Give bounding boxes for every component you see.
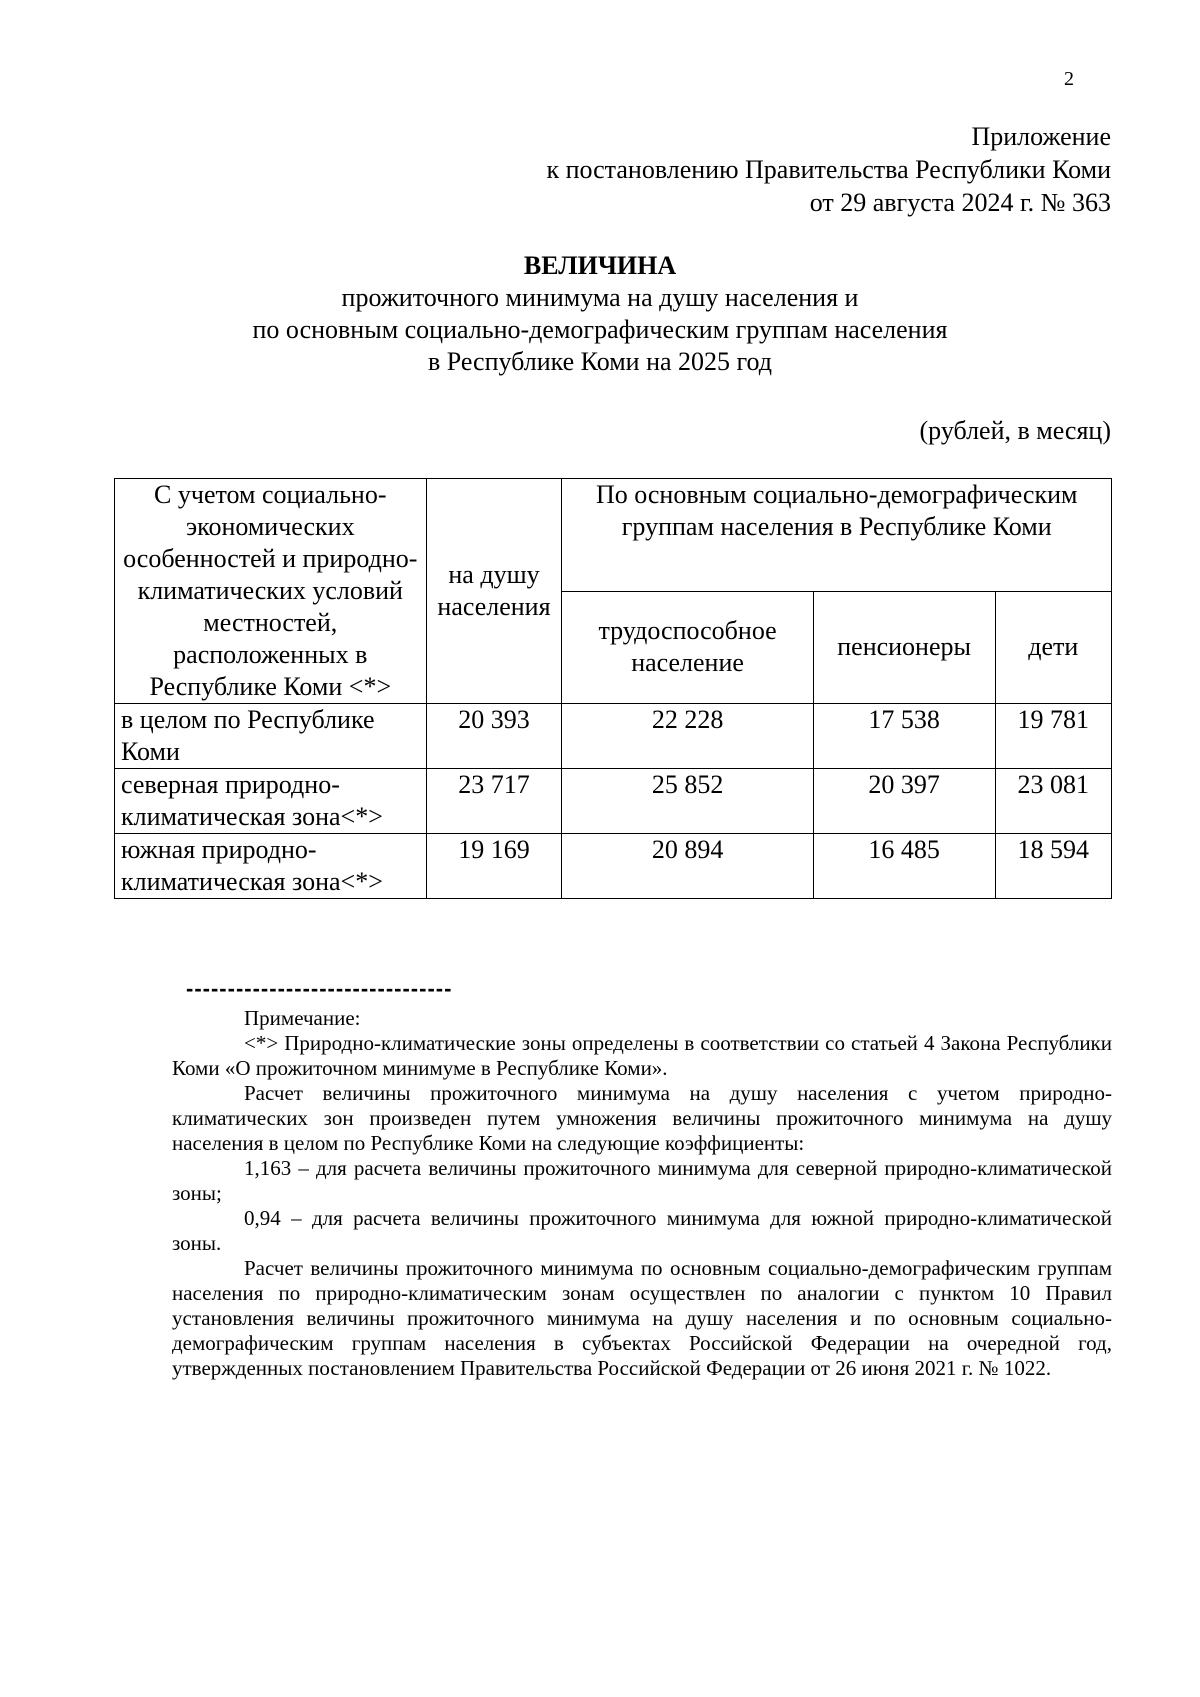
table-row [115, 769, 1112, 834]
note-paragraph: Расчет величины прожиточного минимума на душу населения с учетом природно-климатических зон произведен путем умножения величины прожиточного минимума на душу населения в целом по Республике Коми на следующие коэффициенты: [172, 1081, 1112, 1155]
note-paragraph: 0,94 – для расчета величины прожиточного минимума для южной природно-климатической зоны. [172, 1206, 1112, 1255]
notes-section [172, 1006, 1112, 1381]
note-paragraph: 1,163 – для расчета величины прожиточного минимума для северной природно-климатической зоны; [172, 1156, 1112, 1205]
cell-pensioners: 16 485 [813, 834, 995, 899]
notes-heading: Примечание: [244, 1006, 361, 1030]
row-label: северная природно-климатическая зона<*> [115, 769, 427, 834]
cell-working-age: 20 894 [562, 834, 813, 899]
cell-per-capita: 23 717 [426, 769, 562, 834]
header-working-age: трудоспособное население [562, 591, 813, 704]
subtitle-line-2: по основным социально-демографическим группам населения [252, 315, 948, 344]
cell-working-age: 22 228 [562, 704, 813, 769]
document-title-block [0, 250, 1200, 378]
header-per-capita: на душу населения [426, 479, 562, 704]
footnote-separator: -------------------------------- [186, 976, 453, 1001]
note-paragraph: <*> Природно-климатические зоны определены в соответствии со статьей 4 Закона Республики Коми «О прожиточном минимуме в Республике Коми». [172, 1031, 1112, 1080]
header-region-conditions: С учетом социально-экономических особенностей и природно-климатических условий местностей, расположенных в Республике Коми <*> [115, 479, 427, 704]
appendix-header [546, 120, 1111, 219]
document-title: ВЕЛИЧИНА [523, 251, 677, 280]
subtitle-line-1: прожиточного минимума на душу населения и [341, 283, 859, 312]
cell-per-capita: 20 393 [426, 704, 562, 769]
page-number: 2 [1064, 68, 1074, 90]
appendix-line-3: от 29 августа 2024 г. № 363 [809, 188, 1111, 217]
header-group-span: По основным социально-демографическим группам населения в Республике Коми [562, 479, 1112, 592]
table-row [115, 834, 1112, 899]
note-paragraph: Расчет величины прожиточного минимума по основным социально-демографическим группам населения по природно-климатическим зонам осуществлен по аналогии с пунктом 10 Правил установления величины прожиточного минимума на душу населения и по основным социально-демографическим группам населения в субъектах Российской Федерации на очередной год, утвержденных постановлением Правительства Российской Федерации от 26 июня 2021 г. № 1022. [172, 1256, 1112, 1380]
units-label: (рублей, в месяц) [919, 416, 1111, 445]
cell-per-capita: 19 169 [426, 834, 562, 899]
appendix-line-2: к постановлению Правительства Республики Коми [546, 155, 1111, 184]
subsistence-minimum-table [114, 478, 1112, 899]
cell-pensioners: 17 538 [813, 704, 995, 769]
header-children: дети [995, 591, 1111, 704]
subtitle-line-3: в Республике Коми на 2025 год [427, 347, 773, 376]
appendix-line-1: Приложение [971, 122, 1111, 151]
cell-children: 23 081 [995, 769, 1111, 834]
row-label: южная природно-климатическая зона<*> [115, 834, 427, 899]
table-row [115, 704, 1112, 769]
table-header-row-1 [115, 479, 1112, 592]
cell-pensioners: 20 397 [813, 769, 995, 834]
cell-working-age: 25 852 [562, 769, 813, 834]
header-pensioners: пенсионеры [813, 591, 995, 704]
row-label: в целом по Республике Коми [115, 704, 427, 769]
cell-children: 18 594 [995, 834, 1111, 899]
cell-children: 19 781 [995, 704, 1111, 769]
